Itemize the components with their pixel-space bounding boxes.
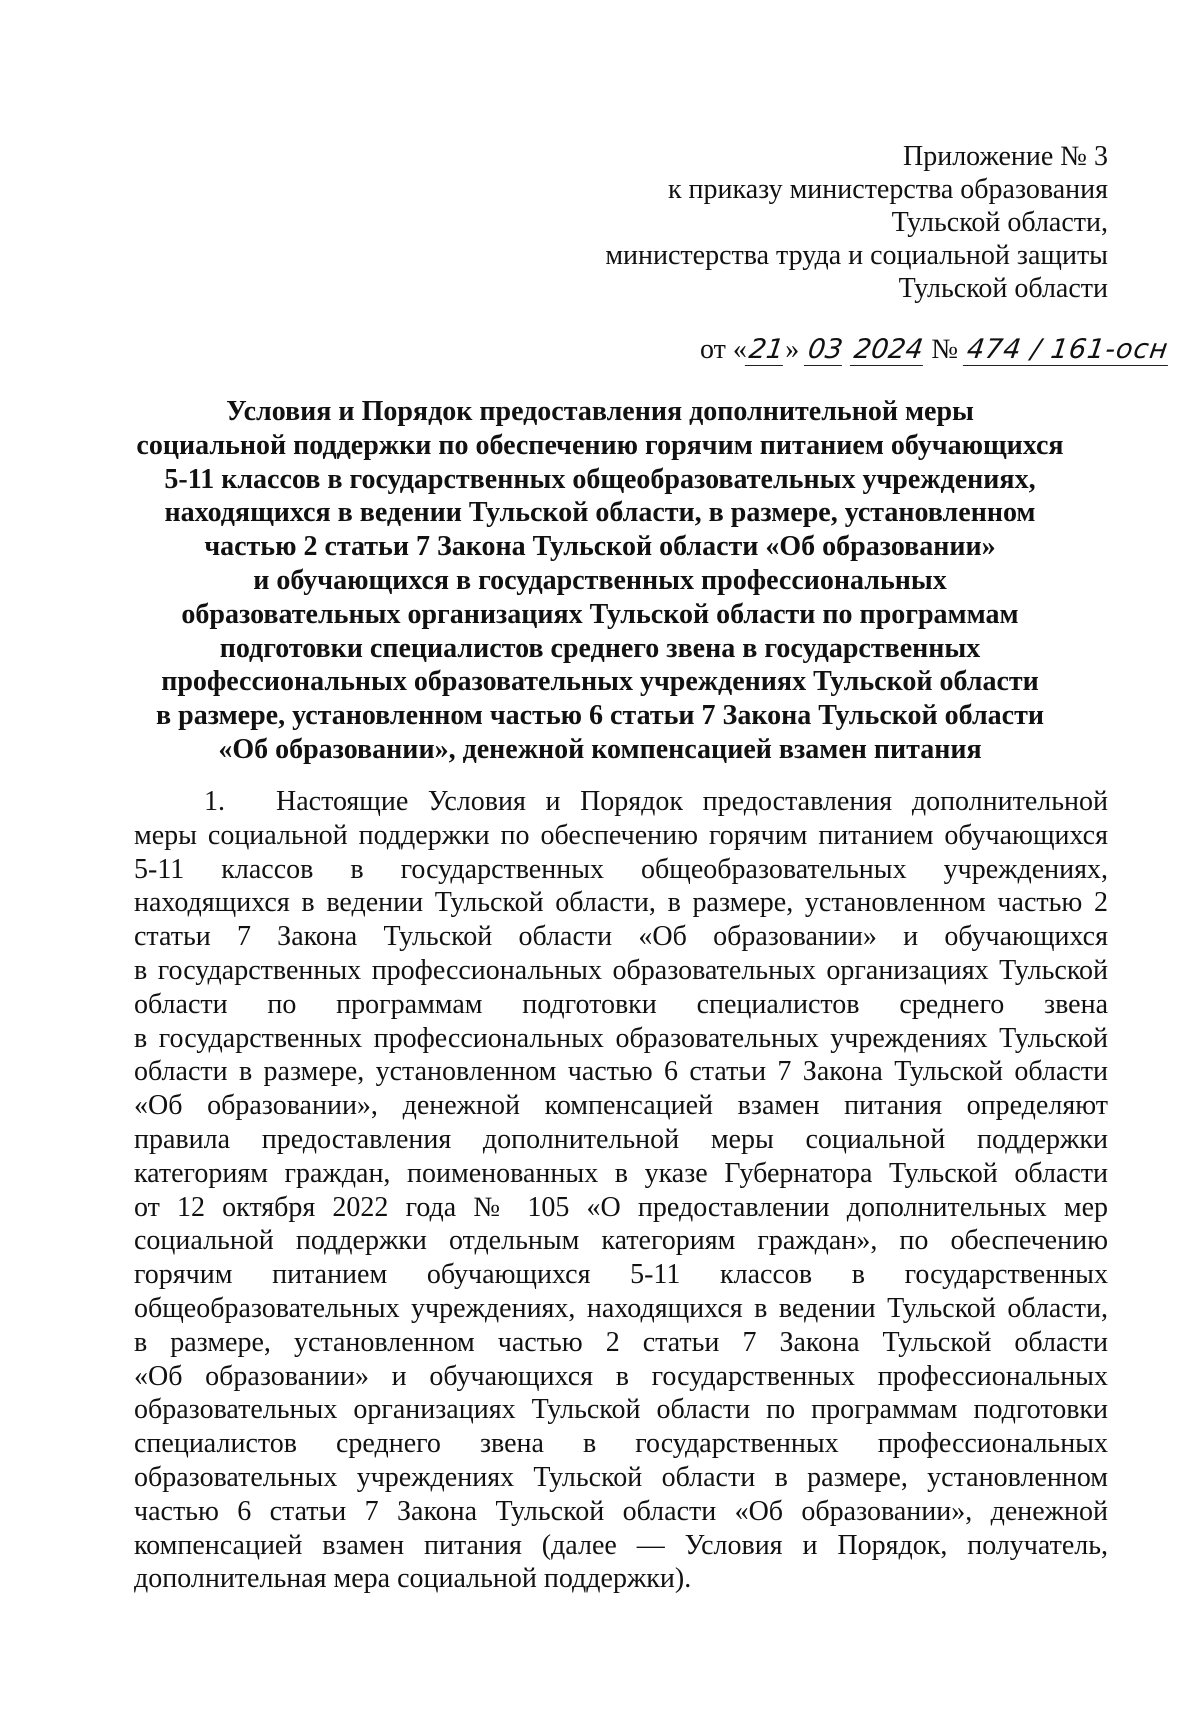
paragraph-line: образовательных учреждениях Тульской области в размере, установленном <box>134 1461 1108 1493</box>
paragraph-1 <box>134 785 1108 1596</box>
paragraph-line-text: Настоящие Условия и Порядок предоставления дополнительной <box>276 786 1108 817</box>
paragraph-line: частью 6 статьи 7 Закона Тульской области «Об образовании», денежной <box>134 1495 1108 1527</box>
paragraph-line: категориям граждан, поименованных в указе Губернатора Тульской области <box>134 1157 1108 1189</box>
paragraph-line: горячим питанием обучающихся 5-11 классов в государственных <box>134 1259 1108 1291</box>
paragraph-line: от 12 октября 2022 года № 105 «О предоставлении дополнительных мер <box>134 1191 1108 1223</box>
order-month-handwritten: 03 <box>804 335 847 366</box>
order-number-handwritten: 474 / 161-осн <box>963 335 1172 366</box>
paragraph-number: 1. <box>204 786 225 817</box>
order-year-handwritten: 2024 <box>849 335 926 366</box>
paragraph-line: образовательных организациях Тульской области по программам подготовки <box>134 1394 1108 1426</box>
title-line: социальной поддержки по обеспечению горячим питанием обучающихся <box>136 429 1064 461</box>
paragraph-line: дополнительная мера социальной поддержки). <box>134 1563 692 1595</box>
paragraph-line: области по программам подготовки специалистов среднего звена <box>134 988 1108 1020</box>
appendix-order-reference: к приказу министерства образования <box>667 174 1108 205</box>
paragraph-line: социальной поддержки отдельным категориям граждан», по обеспечению <box>134 1225 1108 1257</box>
title-line: и обучающихся в государственных профессиональных <box>253 564 947 596</box>
title-line: подготовки специалистов среднего звена в государственных <box>219 632 981 664</box>
appendix-region: Тульской области, <box>891 207 1108 238</box>
paragraph-line: компенсацией взамен питания (далее — Условия и Порядок, получатель, <box>134 1529 1108 1561</box>
order-number-label: № <box>931 334 959 365</box>
paragraph-line: области в размере, установленном частью 6 статьи 7 Закона Тульской области <box>134 1056 1108 1088</box>
paragraph-line: специалистов среднего звена в государственных профессиональных <box>134 1428 1108 1460</box>
paragraph-line: 5-11 классов в государственных общеобразовательных учреждениях, <box>134 853 1108 885</box>
paragraph-line: в размере, установленном частью 2 статьи 7 Закона Тульской области <box>134 1326 1108 1358</box>
appendix-region-2: Тульской области <box>898 273 1108 304</box>
title-line: частью 2 статьи 7 Закона Тульской области «Об образовании» <box>204 531 996 563</box>
title-line: 5-11 классов в государственных общеобразовательных учреждениях, <box>164 463 1036 495</box>
appendix-header <box>605 140 1108 305</box>
title-line: «Об образовании», денежной компенсацией взамен питания <box>218 733 982 765</box>
document-title <box>130 395 1070 767</box>
paragraph-line: в государственных профессиональных образовательных учреждениях Тульской <box>134 1022 1108 1054</box>
order-date-prefix: от « <box>700 334 747 365</box>
paragraph-line: меры социальной поддержки по обеспечению горячим питанием обучающихся <box>134 819 1108 851</box>
order-day-handwritten: 21 <box>745 335 788 366</box>
order-date-number <box>700 330 1170 370</box>
paragraph-line: «Об образовании» и обучающихся в государственных профессиональных <box>134 1360 1108 1392</box>
appendix-number: Приложение № 3 <box>903 141 1108 172</box>
title-line: находящихся в ведении Тульской области, в размере, установленном <box>164 497 1036 529</box>
paragraph-line: находящихся в ведении Тульской области, в размере, установленном частью 2 <box>134 887 1108 919</box>
appendix-ministry: министерства труда и социальной защиты <box>605 240 1108 271</box>
title-line: образовательных организациях Тульской области по программам <box>181 598 1019 630</box>
order-date-quote: » <box>785 334 800 365</box>
paragraph-line: в государственных профессиональных образовательных организациях Тульской <box>134 954 1108 986</box>
paragraph-line: правила предоставления дополнительной меры социальной поддержки <box>134 1123 1108 1155</box>
title-line: профессиональных образовательных учреждениях Тульской области <box>161 666 1039 698</box>
title-line: в размере, установленном частью 6 статьи 7 Закона Тульской области <box>156 700 1044 732</box>
paragraph-line: общеобразовательных учреждениях, находящихся в ведении Тульской области, <box>134 1292 1108 1324</box>
paragraph-line: «Об образовании», денежной компенсацией взамен питания определяют <box>134 1090 1108 1122</box>
title-line: Условия и Порядок предоставления дополнительной меры <box>226 396 974 427</box>
paragraph-line: статьи 7 Закона Тульской области «Об образовании» и обучающихся <box>134 921 1108 953</box>
paragraph-line <box>134 785 1108 819</box>
